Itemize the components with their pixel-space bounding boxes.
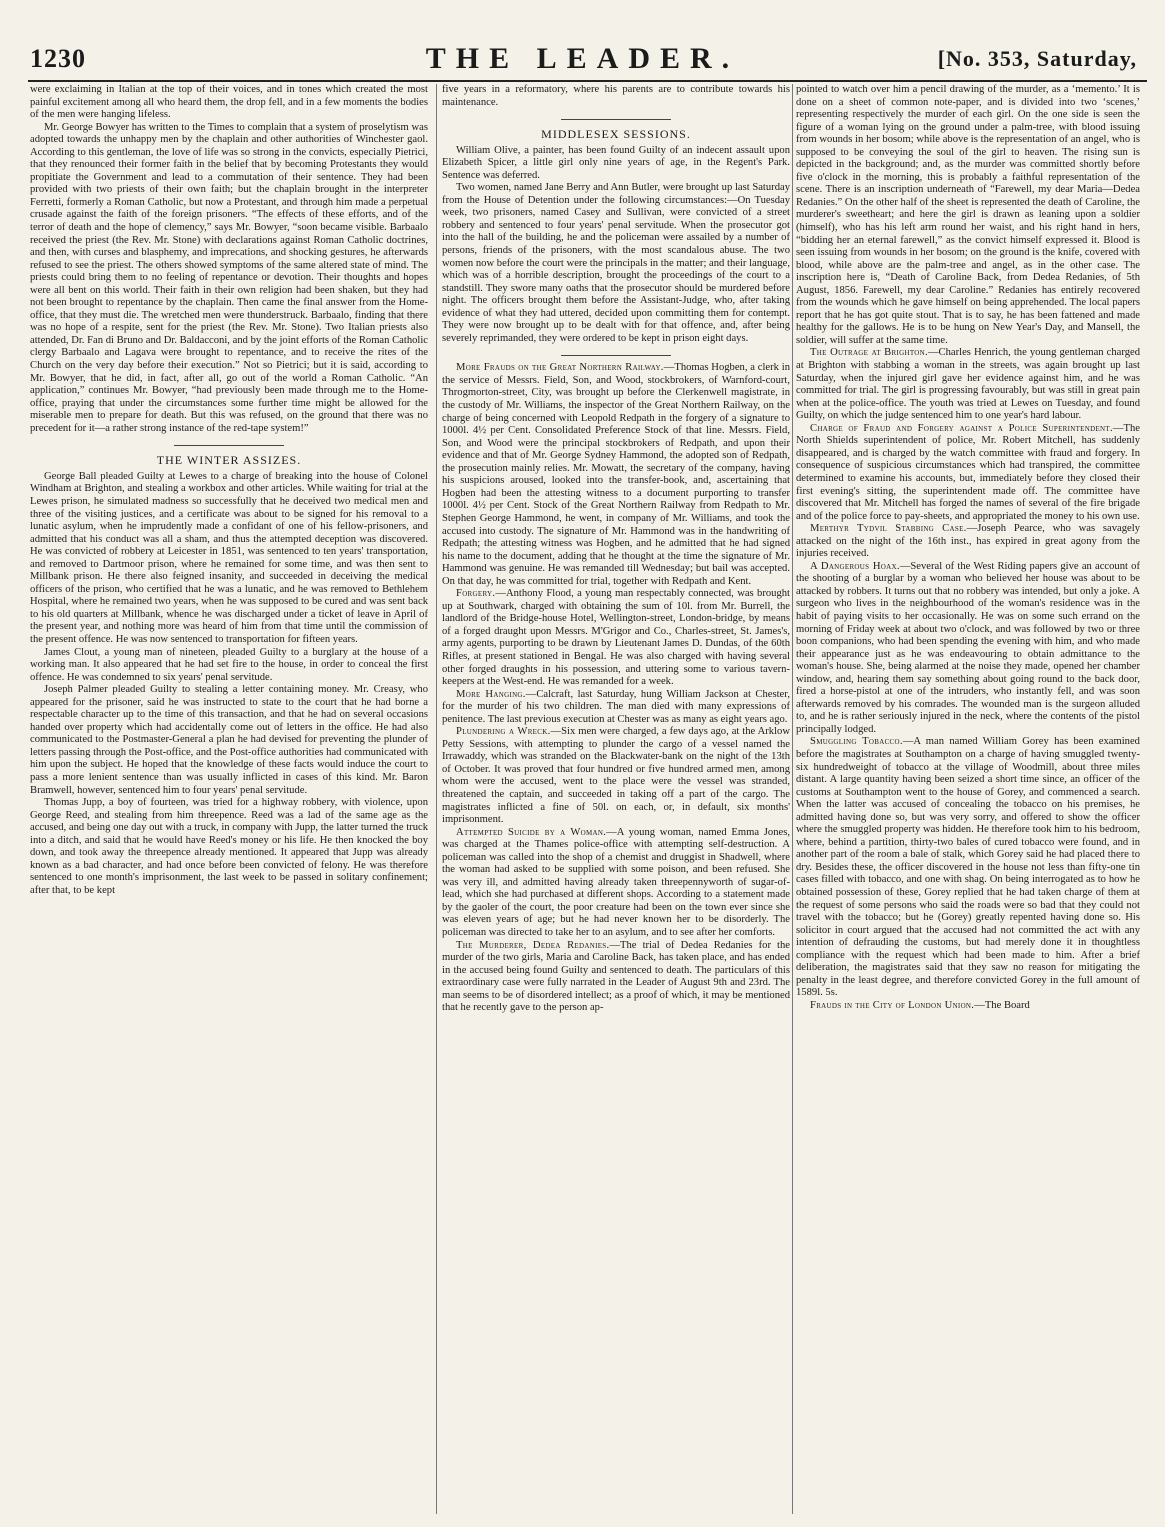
column-middle <box>442 84 790 1514</box>
paragraph-body: —The trial of Dedea Redanies for the murder of the two girls, Maria and Caroline Back, has taken place, and has ended in the accused being found Guilty and sentenced to death. The particulars of this extraordinary case were fully narrated in the Leader of August 9th and 23rd. The man seems to be of disordered intellect; as a proof of which, it may be mentioned that he recently gave to the person ap- <box>442 939 790 1014</box>
paragraph-body: —Six men were charged, a few days ago, at the Arklow Petty Sessions, with attempting to plunder the cargo of a vessel named the Irrawaddy, which was stranded on the Blackwater-bank on the night of the 13th of October. It was proved that four hundred or five hundred armed men, among whom were the accused, went to the place were the vessel was stranded, threatened the captain, and succeeded in taking off a part of the cargo. The magistrates inflicted a fine of 50l. on each, or, in default, six months' imprisonment. <box>442 726 790 826</box>
paragraph-lead: Merthyr Tydvil Stabbing Case. <box>810 523 967 535</box>
paragraph-lead: Charge of Fraud and Forgery against a Police Superintendent. <box>810 422 1113 434</box>
paragraph-body: —Anthony Flood, a young man respectably connected, was brought up at Southwark, charged with obtaining the sum of 10l. from Mr. Burrell, the landlord of the Bridge-house Hotel, Wellington-street, London-bridge, by means of a forged draught upon Messrs. M'Grigor and Co., Charles-street, St. James's, army agents, purporting to be drawn by Lieutenant James D. Dundas, of the 60th Rifles, at present stationed in Bengal. He was also charged with having several other forged draughts in his possession, and uttering some to various tavern-keepers at the West-end. He was remanded for a week. <box>442 588 790 688</box>
article-paragraph: five years in a reformatory, where his parents are to contribute towards his maintenance. <box>442 84 790 108</box>
section-heading: THE WINTER ASSIZES. <box>156 453 302 468</box>
article-paragraph <box>796 736 1140 999</box>
article-paragraph <box>796 1000 1140 1013</box>
column-right <box>796 84 1140 1514</box>
article-paragraph: pointed to watch over him a pencil drawing of the murder, as a ‘memento.’ It is done on a sheet of common note-paper, and is divided into two ‘scenes,’ representing respectively the murder of each girl. On the one side is seen the figure of a woman lying on the ground under a palm-tree, with blood issuing from wounds in her bosom; while above is the representation of an angel, who is supposed to be conveying the soul of the girl to heaven. The rising sun is depicted in the background; and, as the murder was committed shortly before five o'clock in the morning, this is probably a faithful representation of the scene. There is an inscription underneath of “Farewell, my dear Maria—Dedea Redanies.” On the other half of the sheet is represented the death of Caroline, the murderer's sweetheart; and here the girl is drawn as leaning upon a soldier (himself), who has his left arm round her waist, and his right hand in hers, “bidding her an eternal farewell,” as the convict himself expressed it. Blood is seen issuing from wounds in her bosom; on the ground is the knife, covered with blood, while above are the palm-tree and angel, as in the other case. The inscription here is, “Death of Caroline Back, from Dedea Redanies, of 5th August, 1856. Farewell, my dear Caroline.” Redanies has entirely recovered from the wounds which he gave himself on being apprehended. The local papers report that he has got quite stout. That is to say, he has been fattened and made healthy for the gallows. He is to be hung on New Year's Day, and Mansell, the soldier, will suffer at the same time. <box>796 84 1140 346</box>
paragraph-lead: Frauds in the City of London Union. <box>810 999 975 1011</box>
article-paragraph <box>442 588 790 688</box>
paragraph-body: —Calcraft, last Saturday, hung William Jackson at Chester, for the murder of his two children. The man died with many expressions of penitence. The last previous execution at Chester was as many as eight years ago. <box>442 688 790 725</box>
paragraph-body: —Several of the West Riding papers give an account of the shooting of a burglar by a woman who believed her house was about to be attacked by robbers. It turns out that no robbery was intended, but only a joke. A surgeon who lives in the neighbourhood of the woman's residence was in the habit of paying visits to her occasionally. He was on some such errand on the morning of Friday week at about two o'clock, and was followed by two or three boon companions, who had been spending the evening with him, and who made their appearance just as he was endeavouring to obtain admittance to the woman's house. She, being alarmed at the noise they made, opened her chamber window, and, hearing them say something about going round to the back door, fired a horse-pistol at one of the intruders, who instantly fell, and was soon afterwards removed by his comrades. The wounded man is the surgeon alluded to, and he is rather seriously injured in the neck, where the contents of the pistol principally lodged. <box>796 560 1140 735</box>
article-paragraph: George Ball pleaded Guilty at Lewes to a charge of breaking into the house of Colonel Windham at Brighton, and stealing a workbox and other articles. While waiting for trial at the Lewes prison, he simulated madness so successfully that he deceived two medical men and three of the visiting justices, and a certificate was about to be signed for his removal to a lunatic asylum, when he imprudently made a confidant of one of his fellow-prisoners, and admitted that his conduct was all a sham, and thus the attempted deception was discovered. He was convicted of robbery at Leicester in 1851, was sentenced to ten years' transportation, and removed to Dartmoor prison, where he remained for some time, and was then sent to Millbank prison. He there also feigned insanity, and succeeded in deceiving the medical officers of the prison, who certified that he was a lunatic, and he was removed to Bethlehem Hospital, where he remained two years, when he was supposed to be cured and was sent back to his old quarters at Millbank, whence he was discharged under a ticket of leave in April of the present year, and nothing more was heard of him from that time until the commission of the present offence. He was now sentenced to transportation for fifteen years. <box>30 470 428 645</box>
paragraph-body: —Joseph Pearce, who was savagely attacked on the night of the 16th inst., has expired in great agony from the injuries received. <box>796 523 1140 560</box>
article-paragraph: Two women, named Jane Berry and Ann Butler, were brought up last Saturday from the House of Detention under the following circumstances:—On Tuesday week, two prisoners, named Casey and Sullivan, were convicted of a street robbery and sentenced to four years' penal servitude. When the prosecutor got into the hall of the building, he and the policeman were assailed by a number of persons, friends of the prisoners, with the most scandalous abuse. The two women now before the court were the principals in the matter; and their language, which was of a horrible description, brought the proceedings of the court to a standstill. They swore many oaths that the prosecutor should be murdered before night. The officers brought them before the Assistant-Judge, who, after taking evidence of what they had uttered, decided upon committing them for contempt. They were now brought up to be dealt with for that offence, and, after being severely reprimanded, they were ordered to be kept in prison eight days. <box>442 182 790 344</box>
paragraph-body: —The North Shields superintendent of police, Mr. Robert Mitchell, has suddenly disappeared, and is charged by the watch committee with fraud and forgery. In consequence of suspicious circumstances which had transpired, the committee determined to examine his accounts, but, immediately before they closed their first evening's sitting, the superintendent made off. The committee have discovered that Mr. Mitchell has forged the names of several of the fire brigade and of the police force to pay-sheets, and appropriated the money to his own use. <box>796 422 1140 522</box>
article-paragraph: Thomas Jupp, a boy of fourteen, was tried for a highway robbery, with violence, upon George Reed, and stealing from him threepence. Reed was a lad of the same age as the accused, and being one day out with a truck, in company with Jupp, the latter turned the truck into a ditch, and said that he would have Reed's money or his life. He then knocked the boy down, and took away the threepence already mentioned. It appeared that Jupp was already known as a bad character, and had once before been convicted of felony. He was therefore sentenced to one month's imprisonment, the last week to be passed in solitary confinement; after that, to be kept <box>30 797 428 896</box>
article-paragraph <box>442 726 790 826</box>
paragraph-lead: Forgery. <box>456 588 496 600</box>
section-separator <box>174 445 284 446</box>
paragraph-lead: More Hanging. <box>456 688 526 700</box>
paragraph-body: —Thomas Hogben, a clerk in the service of Messrs. Field, Son, and Wood, stockbrokers, of Warnford-court, Throgmorton-street, City, was brought up before the Clerkenwell magistrate, in the custody of Mr. Williams, the inspector of the Great Northern Railway, on the charge of being concerned with Leopold Redpath in the forgery of a signature to 1000l. 4½ per Cent. Consolidated Preference Stock of that line. Messrs. Field, Son, and Wood were the principal stockbrokers of Redpath, and upon their evidence and that of Mr. George Sydney Hammond, the adopted son of Redpath, the prosecution mainly relies. Mr. Mowatt, the secretary of the company, having his suspicions aroused, looked into the transfer-book, and, ascertaining that Hogben had been the attesting witness to a document purporting to transfer 1000l. 4½ per Cent. Stock of the Great Northern Railway from Redpath to Mr. Stephen George Hammond, he went, in company of Mr. Williams, and took the accused into custody. The signature of Mr. Hammond was in the handwriting of Redpath; the attesting witness was Hogben, and he admitted that he had signed his name to the document, adding that he thought at the time the signature of Mr. Hammond was genuine. He was remanded till Wednesday; but bail was accepted. On that day, he was committed for trial, together with Redpath and Kent. <box>442 362 790 587</box>
article-paragraph <box>442 940 790 1015</box>
paragraph-body: —The Board <box>974 999 1030 1011</box>
column-divider <box>436 84 437 1514</box>
paragraph-lead: More Frauds on the Great Northern Railway. <box>456 362 664 374</box>
article-paragraph <box>796 523 1140 561</box>
article-paragraph: were exclaiming in Italian at the top of their voices, and in tones which created the most painful excitement among all who heard them, the drop fell, and in a few moments the bodies of the men were hanging lifeless. <box>30 84 428 121</box>
article-paragraph: Mr. George Bowyer has written to the Times to complain that a system of proselytism was adopted towards the unhappy men by the chaplain and other authorities of Winchester gaol. According to this gentleman, the love of life was so strong in the convicts, especially Pietrici, that they renounced their former faith in the belief that by becoming Protestants they would propitiate the Government and lead to a commutation of their sentence. They had been provided with two priests of their own faith; but the chaplain brought in the interpreter Ferretti, formerly a Roman Catholic, but now a Protestant, and through him made a perpetual crusade against the faith of the foreign prisoners. “The effects of these efforts, and of the terror of death and the hope of clemency,” says Mr. Bowyer, “soon became visible. Barbaalo received the priest (the Rev. Mr. Stone) with declarations against Roman Catholic doctrines, and then, with curses and blasphemy, and imprecations, and shocking gestures, he afterwards refused to see the priest. The others showed symptoms of the same altered state of mind. The priests could bring them to no feeling of repentance or devotion. Their thoughts and hopes were all bent on this world. Their faith in their own religion had been shaken, but they had not been brought to repentance by the chaplain. Then came the final answer from the Home-office, that they must die. The wretched men were thunderstruck. Barbaalo, finding that there was no hope of a respite, sent for the priest (the Rev. Mr. Stone). Two Italian priests also attended, Dr. Fan di Bruno and Dr. Baldacconi, and by the joint efforts of the Roman Catholic clergy Barbaalo and Lagava were brought to repentance, and to receive the rites of the Church on the very day before their execution.” Not so Pietrici; but it is said, according to Mr. Bowyer, that he did, in fact, after all, go out of the world a Roman Catholic. “An application,” continues Mr. Bowyer, “had previously been made through me to the Home-office, praying that under the circumstances some further time might be allowed for the miserable men to prepare for death. But this was refused, on the ground that there was no precedent for it—a rather strong instance of the red-tape system!” <box>30 121 428 434</box>
column-divider <box>792 84 793 1514</box>
article-paragraph: Joseph Palmer pleaded Guilty to stealing a letter containing money. Mr. Creasy, who appeared for the prisoner, said he was instructed to state to the court that he had borne a respectable character up to the time of this transaction, and that he had on several occasions handed over property which had accidentally come out of letters in the office. He had also communicated to the Postmaster-General a plan he had devised for preventing the plunder of letters passing through the Post-office, and the Post-office authorities had communicated with him upon the subject. He hoped that the knowledge of these facts would induce the court to pass a more lenient sentence than was usually inflicted in cases of this kind. Mr. Baron Bramwell, however, sentenced him to four years' penal servitude. <box>30 684 428 796</box>
article-paragraph: William Olive, a painter, has been found Guilty of an indecent assault upon Elizabeth Spicer, a little girl only nine years of age, in the Regent's Park. Sentence was deferred. <box>442 144 790 181</box>
paragraph-lead: Plundering a Wreck. <box>456 726 551 738</box>
paragraph-lead: Smuggling Tobacco. <box>810 736 903 748</box>
paragraph-body: —Charles Henrich, the young gentleman charged at Brighton with stabbing a woman in the streets, was again brought up last Saturday, when the injured girl gave her evidence against him, and he was committed for trial. The girl is progressing favourably, but was still in great pain when at the police-office. The youth was tried at Lewes on Tuesday, and found Guilty, on which the judge sentenced him to one year's hard labour. <box>796 347 1140 422</box>
article-paragraph <box>442 362 790 588</box>
article-paragraph <box>796 423 1140 523</box>
paragraph-lead: The Outrage at Brighton. <box>810 347 928 359</box>
section-heading: MIDDLESEX SESSIONS. <box>541 127 691 142</box>
article-paragraph <box>796 561 1140 737</box>
paragraph-lead: Attempted Suicide by a Woman. <box>456 826 607 838</box>
section-separator <box>561 119 671 120</box>
page-number: 1230 <box>30 44 86 73</box>
masthead <box>0 0 1165 80</box>
paragraph-lead: A Dangerous Hoax. <box>810 560 900 572</box>
paragraph-body: —A young woman, named Emma Jones, was charged at the Thames police-office with attempting self-destruction. A policeman was called into the shop of a chemist and druggist in Shadwell, where the woman had asked to be supplied with some poison, and been refused. She was very ill, and admitted having already taken threepennyworth of sugar-of-lead, which she had purchased at different shops. According to a statement made by the gaoler of the court, the poor creature had been on the town ever since she was eleven years of age; but he had never known her to be disorderly. The policeman was directed to take her to an asylum, and to see after her comforts. <box>442 826 790 938</box>
article-paragraph: James Clout, a young man of nineteen, pleaded Guilty to a burglary at the house of a working man. It also appeared that he had set fire to the house, in order to conceal the first offence. He was condemned to six years' penal servitude. <box>30 646 428 683</box>
column-left <box>30 84 428 1514</box>
article-paragraph <box>796 347 1140 422</box>
issue-number: [No. 353, Saturday, <box>937 46 1137 71</box>
newspaper-title: THE LEADER. <box>425 42 740 75</box>
section-separator <box>561 355 671 356</box>
paragraph-body: —A man named William Gorey has been examined before the magistrates at Southampton on a charge of having smuggled twenty-six hundredweight of tobacco at the village of Woodmill, about three miles distant. A large quantity having been seized a short time since, an officer of the customs at Southampton went to the house of Gorey, and commenced a search. When the latter was accused of concealing the tobacco on his premises, he admitted having done so, but was very sorry, and offered to show the officer where the smuggled property was hidden. He therefore took him to his bedroom, where, behind a partition, thirty-two bales of cured tobacco were found, and in another part of the room a bale of stalk, which Gorey said he had placed there to dry. Besides these, the officer discovered in the house not less than fifty-one tin cases filled with tobacco, and one with shag. On being interrogated as to how he obtained possession of these, Gorey replied that he had taken charge of them at the request of some persons who said the roads were so bad that they could not travel with the tobacco; but he (Gorey) greatly repented having done so. His solicitor in court argued that the accused had not committed the act with any intention of defrauding the customs, but had merely done it in thoughtless compliance with the request which had been made to him. After a brief deliberation, the magistrates said that they saw no reason for mitigating the penalty in the least degree, and therefore convicted Gorey in the full amount of 1589l. 5s. <box>796 736 1140 999</box>
article-paragraph <box>442 689 790 727</box>
article-paragraph <box>442 827 790 940</box>
paragraph-lead: The Murderer, Dedea Redanies. <box>456 939 610 951</box>
header-rule <box>28 80 1147 82</box>
